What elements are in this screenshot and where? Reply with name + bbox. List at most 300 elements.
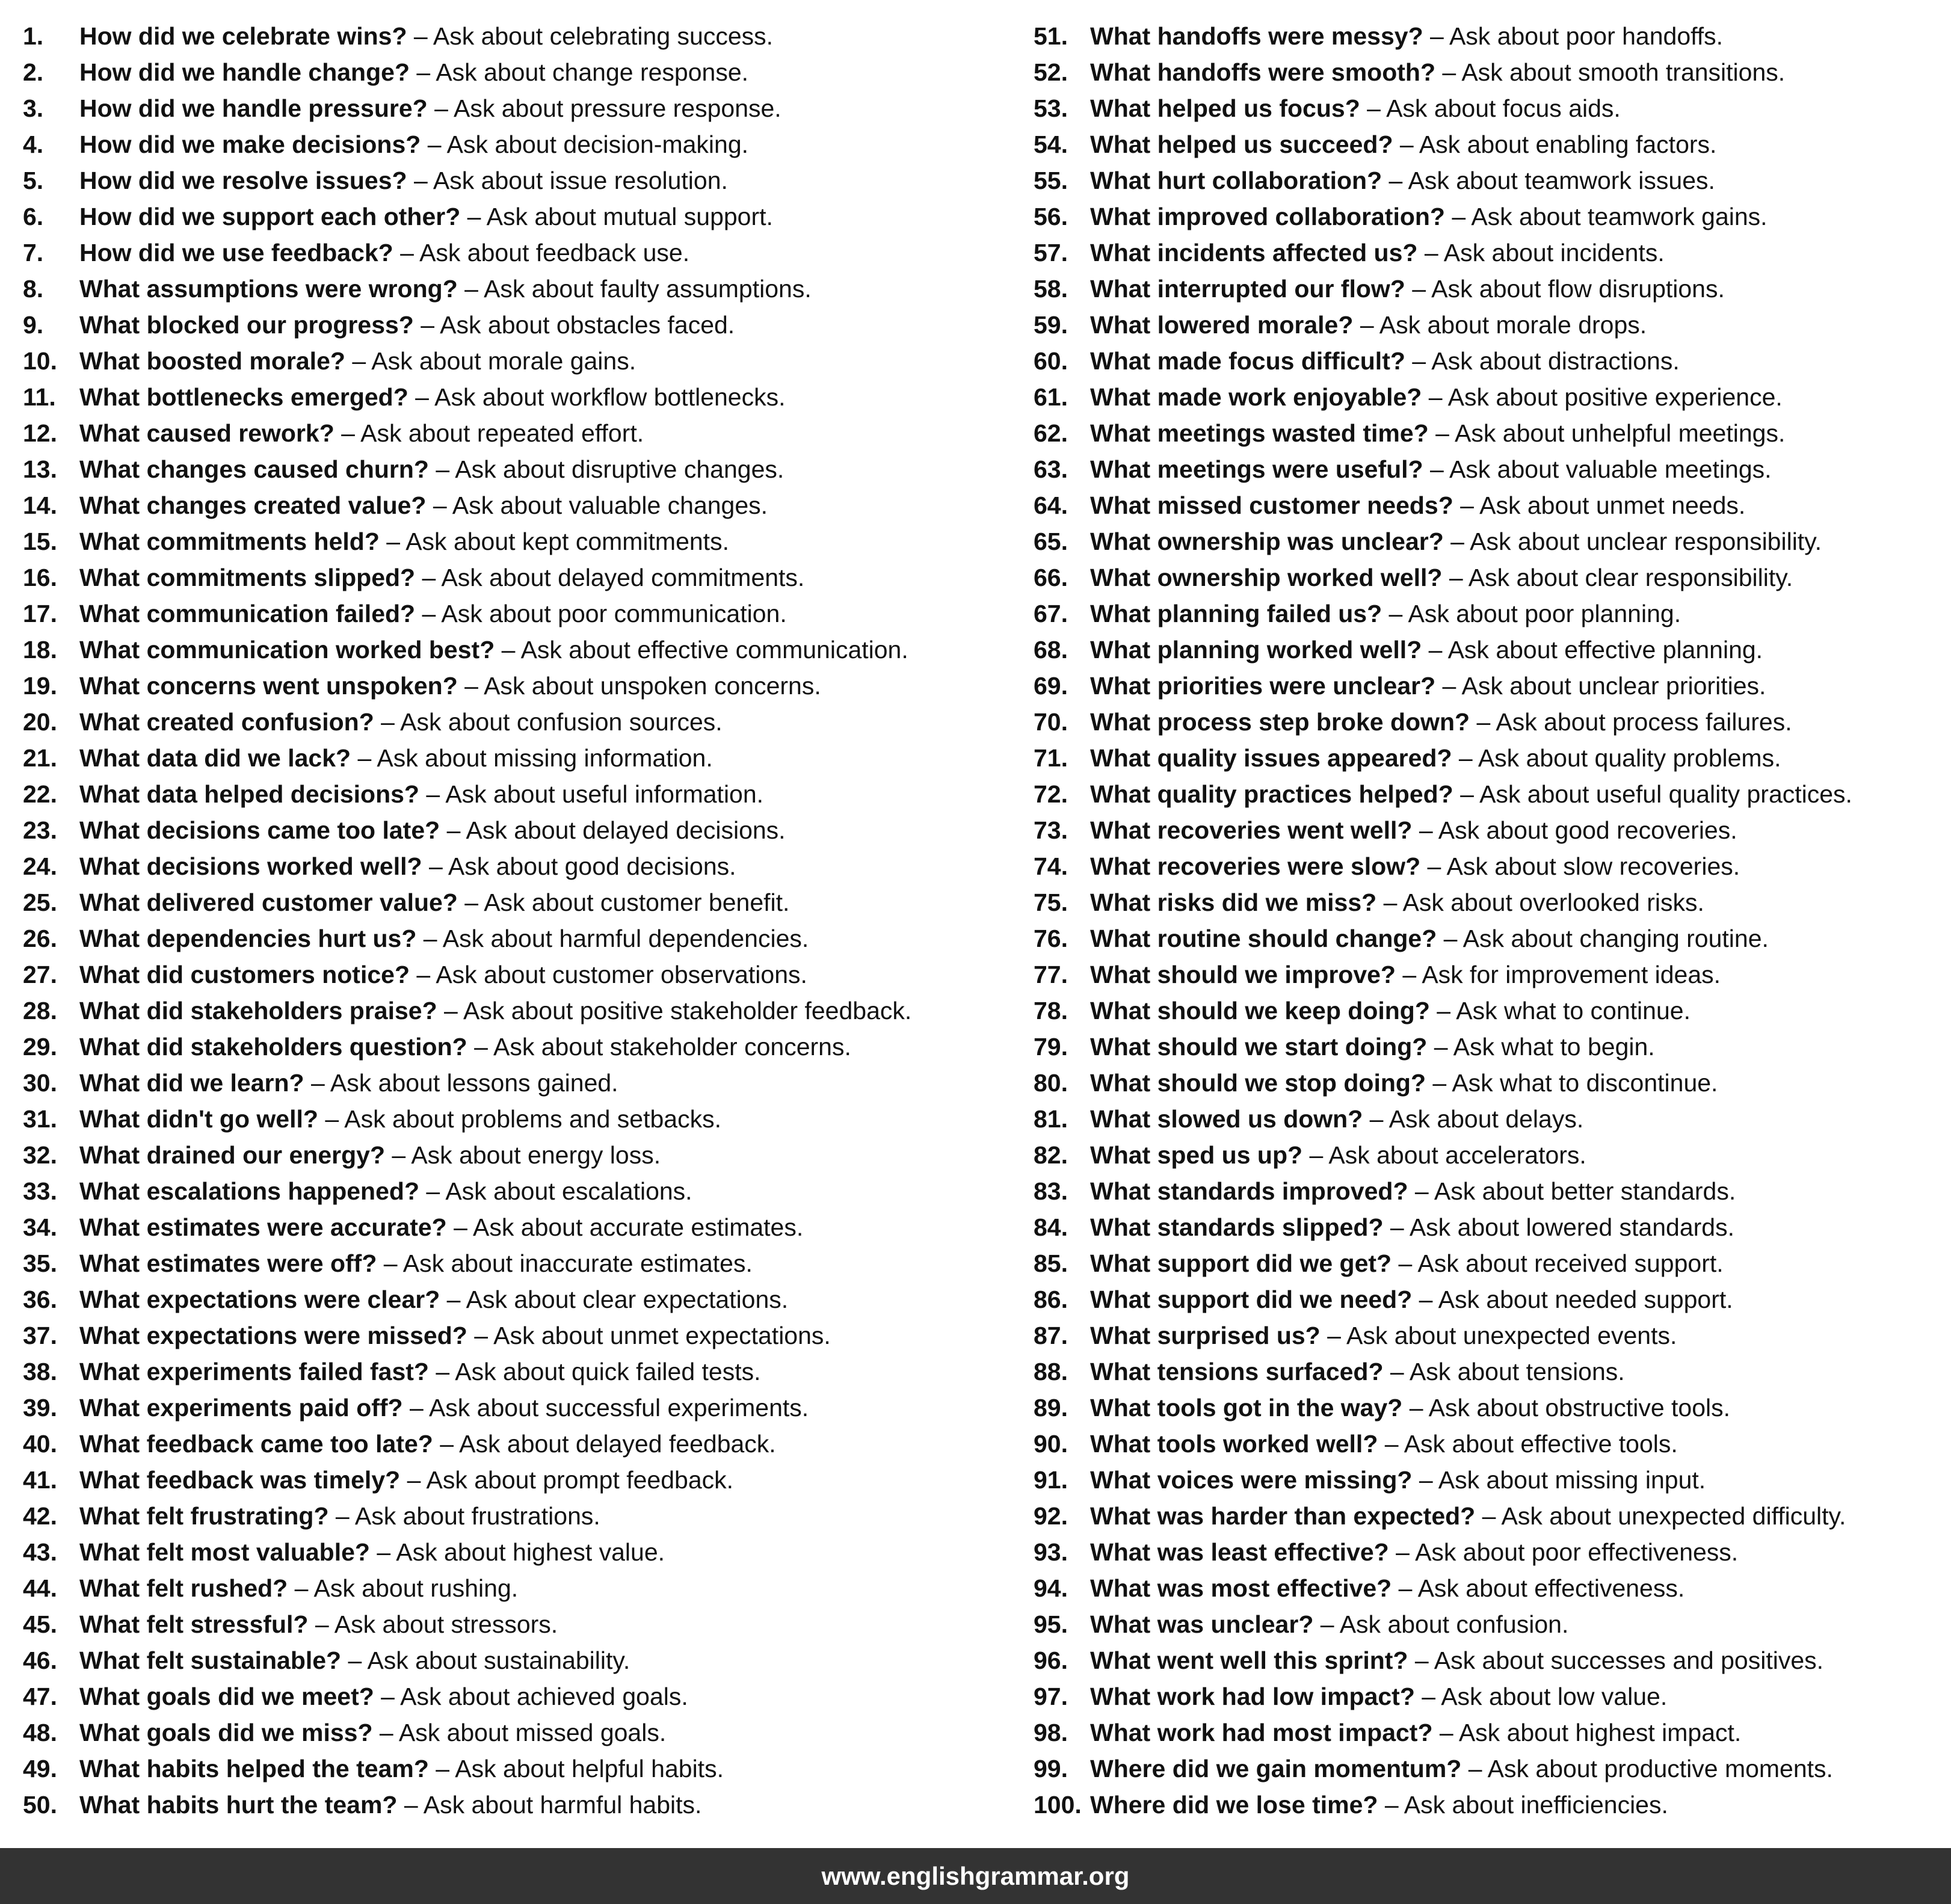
- question-text: What quality issues appeared?: [1090, 744, 1452, 772]
- dash-separator: –: [308, 1610, 334, 1638]
- question-text: Where did we lose time?: [1090, 1791, 1378, 1819]
- question-description: Ask about poor planning.: [1408, 600, 1681, 627]
- question-text: What blocked our progress?: [79, 311, 414, 339]
- question-text: What dependencies hurt us?: [79, 925, 417, 952]
- question-text: What helped us succeed?: [1090, 131, 1393, 158]
- item-number: 24.: [23, 852, 57, 880]
- item-number: 6.: [23, 203, 44, 230]
- question-description: Ask about highest impact.: [1458, 1719, 1742, 1746]
- item-text: [1090, 668, 1766, 704]
- dash-separator: –: [1376, 889, 1403, 916]
- dash-separator: –: [1435, 672, 1462, 700]
- question-description: Ask about changing routine.: [1462, 925, 1769, 952]
- dash-separator: –: [1392, 1249, 1418, 1277]
- item-number: 46.: [23, 1647, 57, 1674]
- question-text: What felt frustrating?: [79, 1502, 329, 1530]
- question-text: What helped us focus?: [1090, 94, 1360, 122]
- item-text: [1090, 1751, 1833, 1787]
- item-text: [1090, 1245, 1724, 1281]
- item-text: [79, 451, 784, 487]
- dash-separator: –: [1437, 925, 1463, 952]
- item-number: 3.: [23, 94, 44, 122]
- question-description: Ask about effective planning.: [1447, 636, 1763, 664]
- question-text: What created confusion?: [79, 708, 374, 736]
- question-text: How did we support each other?: [79, 203, 461, 230]
- question-description: Ask about enabling factors.: [1419, 131, 1717, 158]
- item-number: 82.: [1034, 1141, 1068, 1169]
- item-text: [79, 1065, 618, 1101]
- dash-separator: –: [1427, 1033, 1453, 1061]
- item-text: [1090, 740, 1781, 776]
- item-number: 31.: [23, 1105, 57, 1133]
- item-text: [1090, 199, 1768, 235]
- item-text: [79, 1787, 701, 1823]
- question-text: What commitments slipped?: [79, 564, 416, 591]
- question-description: Ask about unspoken concerns.: [484, 672, 821, 700]
- dash-separator: –: [1360, 94, 1387, 122]
- question-text: What did customers notice?: [79, 961, 410, 988]
- dash-separator: –: [1408, 1177, 1434, 1205]
- item-text: [79, 162, 728, 199]
- question-description: Ask about faulty assumptions.: [484, 275, 812, 303]
- question-description: Ask about accelerators.: [1328, 1141, 1586, 1169]
- item-text: [79, 1029, 851, 1065]
- item-text: [1090, 1678, 1667, 1715]
- question-description: Ask about positive experience.: [1447, 383, 1783, 411]
- question-description: Ask about poor effectiveness.: [1415, 1538, 1739, 1566]
- question-text: What drained our energy?: [79, 1141, 385, 1169]
- question-description: Ask about poor handoffs.: [1449, 22, 1724, 50]
- dash-separator: –: [1453, 491, 1480, 519]
- item-number: 35.: [23, 1249, 57, 1277]
- item-text: [79, 1173, 692, 1209]
- item-text: [79, 1317, 831, 1354]
- item-number: 63.: [1034, 455, 1068, 483]
- question-text: What priorities were unclear?: [1090, 672, 1436, 700]
- item-number: 55.: [1034, 167, 1068, 194]
- item-text: [79, 993, 911, 1029]
- dash-separator: –: [407, 22, 433, 50]
- question-description: Ask about pressure response.: [454, 94, 781, 122]
- item-text: [79, 415, 644, 451]
- item-text: [79, 1354, 761, 1390]
- dash-separator: –: [408, 383, 435, 411]
- item-number: 90.: [1034, 1430, 1068, 1458]
- question-text: What goals did we miss?: [79, 1719, 373, 1746]
- item-number: 18.: [23, 636, 57, 664]
- item-number: 47.: [23, 1683, 57, 1710]
- dash-separator: –: [1414, 1683, 1441, 1710]
- dash-separator: –: [1423, 22, 1449, 50]
- item-number: 23.: [23, 816, 57, 844]
- item-text: [79, 848, 736, 884]
- question-text: What changes caused churn?: [79, 455, 429, 483]
- dash-separator: –: [415, 564, 442, 591]
- question-text: What standards slipped?: [1090, 1213, 1384, 1241]
- question-description: Ask about teamwork issues.: [1408, 167, 1715, 194]
- item-number: 4.: [23, 131, 44, 158]
- question-description: Ask about prompt feedback.: [426, 1466, 734, 1494]
- item-number: 7.: [23, 239, 44, 266]
- item-number: 93.: [1034, 1538, 1068, 1566]
- dash-separator: –: [428, 455, 455, 483]
- item-number: 66.: [1034, 564, 1068, 591]
- item-number: 91.: [1034, 1466, 1068, 1494]
- item-number: 73.: [1034, 816, 1068, 844]
- dash-separator: –: [369, 1538, 396, 1566]
- question-text: What planning failed us?: [1090, 600, 1382, 627]
- item-number: 52.: [1034, 58, 1068, 86]
- item-number: 57.: [1034, 239, 1068, 266]
- question-description: Ask about workflow bottlenecks.: [434, 383, 786, 411]
- question-text: What hurt collaboration?: [1090, 167, 1382, 194]
- question-text: What surprised us?: [1090, 1322, 1321, 1349]
- question-description: Ask about unmet needs.: [1479, 491, 1746, 519]
- item-number: 96.: [1034, 1647, 1068, 1674]
- item-text: [79, 1101, 721, 1137]
- question-text: What tools got in the way?: [1090, 1394, 1403, 1422]
- item-text: [79, 884, 789, 920]
- question-description: Ask about effective communication.: [520, 636, 908, 664]
- item-number: 72.: [1034, 780, 1068, 808]
- item-text: [79, 1715, 666, 1751]
- question-description: Ask about successes and positives.: [1434, 1647, 1824, 1674]
- dash-separator: –: [467, 1033, 493, 1061]
- item-number: 27.: [23, 961, 57, 988]
- item-number: 62.: [1034, 419, 1068, 447]
- question-description: Ask about helpful habits.: [455, 1755, 724, 1782]
- question-description: Ask about issue resolution.: [433, 167, 728, 194]
- item-number: 84.: [1034, 1213, 1068, 1241]
- question-text: How did we make decisions?: [79, 131, 421, 158]
- question-description: Ask about kept commitments.: [405, 528, 729, 555]
- question-text: What communication worked best?: [79, 636, 495, 664]
- question-description: Ask about decision-making.: [446, 131, 749, 158]
- item-text: [1090, 271, 1725, 307]
- question-text: What expectations were missed?: [79, 1322, 467, 1349]
- question-description: Ask what to begin.: [1453, 1033, 1655, 1061]
- question-description: Ask about achieved goals.: [400, 1683, 688, 1710]
- question-text: What was most effective?: [1090, 1574, 1392, 1602]
- dash-separator: –: [1475, 1502, 1502, 1530]
- item-number: 1.: [23, 22, 44, 50]
- item-text: [1090, 415, 1785, 451]
- question-text: How did we use feedback?: [79, 239, 393, 266]
- question-text: What decisions came too late?: [79, 816, 440, 844]
- dash-separator: –: [1412, 816, 1438, 844]
- item-text: [79, 1462, 733, 1498]
- item-text: [79, 704, 723, 740]
- question-text: What felt stressful?: [79, 1610, 309, 1638]
- question-description: Ask about unclear responsibility.: [1470, 528, 1822, 555]
- dash-separator: –: [407, 167, 433, 194]
- item-number: 89.: [1034, 1394, 1068, 1422]
- item-text: [79, 271, 812, 307]
- item-number: 16.: [23, 564, 57, 591]
- dash-separator: –: [1393, 131, 1419, 158]
- question-description: Ask about highest value.: [396, 1538, 665, 1566]
- question-text: What did we learn?: [79, 1069, 304, 1097]
- item-text: [79, 1281, 788, 1317]
- question-description: Ask about smooth transitions.: [1461, 58, 1786, 86]
- dash-separator: –: [397, 1791, 424, 1819]
- dash-separator: –: [341, 1647, 368, 1674]
- item-text: [1090, 1787, 1668, 1823]
- item-number: 74.: [1034, 852, 1068, 880]
- question-text: What concerns went unspoken?: [79, 672, 458, 700]
- question-text: What recoveries went well?: [1090, 816, 1413, 844]
- dash-separator: –: [428, 1358, 455, 1385]
- item-number: 2.: [23, 58, 44, 86]
- item-number: 44.: [23, 1574, 57, 1602]
- question-description: Ask about change response.: [436, 58, 749, 86]
- question-text: What went well this sprint?: [1090, 1647, 1408, 1674]
- question-text: What did stakeholders question?: [79, 1033, 467, 1061]
- question-description: Ask about energy loss.: [411, 1141, 661, 1169]
- question-description: Ask about useful information.: [445, 780, 764, 808]
- dash-separator: –: [1422, 636, 1448, 664]
- item-number: 71.: [1034, 744, 1068, 772]
- question-text: What data helped decisions?: [79, 780, 419, 808]
- dash-separator: –: [1405, 275, 1432, 303]
- item-number: 12.: [23, 419, 57, 447]
- question-text: What felt rushed?: [79, 1574, 288, 1602]
- question-text: How did we resolve issues?: [79, 167, 407, 194]
- dash-separator: –: [1428, 419, 1455, 447]
- question-text: What should we improve?: [1090, 961, 1396, 988]
- dash-separator: –: [457, 672, 484, 700]
- item-text: [1090, 235, 1665, 271]
- dash-separator: –: [457, 889, 484, 916]
- item-text: [1090, 1462, 1706, 1498]
- dash-separator: –: [1429, 997, 1456, 1024]
- item-number: 68.: [1034, 636, 1068, 664]
- question-description: Ask about positive stakeholder feedback.: [463, 997, 912, 1024]
- item-number: 60.: [1034, 347, 1068, 375]
- item-number: 11.: [23, 383, 56, 411]
- item-text: [1090, 307, 1647, 343]
- question-text: What feedback was timely?: [79, 1466, 401, 1494]
- question-text: What lowered morale?: [1090, 311, 1354, 339]
- question-description: Ask about rushing.: [313, 1574, 519, 1602]
- dash-separator: –: [1432, 1719, 1459, 1746]
- question-description: Ask about needed support.: [1438, 1286, 1733, 1313]
- question-description: Ask about effective tools.: [1404, 1430, 1678, 1458]
- item-number: 19.: [23, 672, 57, 700]
- question-description: Ask about successful experiments.: [428, 1394, 809, 1422]
- question-description: Ask about unmet expectations.: [493, 1322, 831, 1349]
- item-number: 69.: [1034, 672, 1068, 700]
- item-text: [1090, 884, 1704, 920]
- question-text: What meetings wasted time?: [1090, 419, 1429, 447]
- dash-separator: –: [426, 491, 452, 519]
- item-number: 61.: [1034, 383, 1068, 411]
- dash-separator: –: [457, 275, 484, 303]
- item-number: 5.: [23, 167, 44, 194]
- question-text: What quality practices helped?: [1090, 780, 1453, 808]
- question-text: What delivered customer value?: [79, 889, 458, 916]
- dash-separator: –: [410, 961, 436, 988]
- dash-separator: –: [1302, 1141, 1329, 1169]
- question-text: What decisions worked well?: [79, 852, 422, 880]
- question-text: What routine should change?: [1090, 925, 1437, 952]
- item-number: 98.: [1034, 1719, 1068, 1746]
- item-number: 83.: [1034, 1177, 1068, 1205]
- item-text: [79, 1570, 518, 1606]
- item-number: 87.: [1034, 1322, 1068, 1349]
- question-description: Ask about stakeholder concerns.: [493, 1033, 851, 1061]
- question-text: How did we celebrate wins?: [79, 22, 407, 50]
- item-number: 13.: [23, 455, 57, 483]
- item-text: [79, 1498, 600, 1534]
- item-number: 81.: [1034, 1105, 1068, 1133]
- dash-separator: –: [334, 419, 361, 447]
- dash-separator: –: [1395, 961, 1422, 988]
- item-text: [1090, 1065, 1718, 1101]
- item-number: 50.: [23, 1791, 57, 1819]
- item-number: 67.: [1034, 600, 1068, 627]
- dash-separator: –: [345, 347, 372, 375]
- item-number: 37.: [23, 1322, 57, 1349]
- question-description: Ask about inefficiencies.: [1404, 1791, 1668, 1819]
- item-text: [79, 559, 804, 596]
- item-number: 49.: [23, 1755, 57, 1782]
- item-number: 48.: [23, 1719, 57, 1746]
- item-number: 54.: [1034, 131, 1068, 158]
- item-text: [79, 1534, 665, 1570]
- dash-separator: –: [1444, 203, 1472, 230]
- question-description: Ask about lowered standards.: [1409, 1213, 1734, 1241]
- question-text: How did we handle pressure?: [79, 94, 428, 122]
- item-number: 58.: [1034, 275, 1068, 303]
- dash-separator: –: [379, 528, 406, 555]
- question-columns: [0, 18, 1951, 1823]
- dash-separator: –: [1420, 852, 1447, 880]
- item-text: [79, 920, 809, 957]
- item-number: 75.: [1034, 889, 1068, 916]
- item-number: 97.: [1034, 1683, 1068, 1710]
- item-text: [79, 812, 786, 848]
- dash-separator: –: [1442, 564, 1469, 591]
- footer-bar: [0, 1848, 1951, 1904]
- question-text: What should we stop doing?: [1090, 1069, 1426, 1097]
- question-text: What interrupted our flow?: [1090, 275, 1405, 303]
- question-text: What was harder than expected?: [1090, 1502, 1476, 1530]
- item-number: 59.: [1034, 311, 1068, 339]
- item-text: [1090, 162, 1715, 199]
- item-text: [1090, 632, 1763, 668]
- question-description: Ask about inaccurate estimates.: [402, 1249, 753, 1277]
- dash-separator: –: [304, 1069, 330, 1097]
- dash-separator: –: [427, 94, 454, 122]
- dash-separator: –: [1470, 708, 1496, 736]
- question-text: What sped us up?: [1090, 1141, 1303, 1169]
- dash-separator: –: [1435, 58, 1462, 86]
- question-description: Ask about delayed commitments.: [441, 564, 805, 591]
- item-number: 33.: [23, 1177, 57, 1205]
- question-description: Ask about feedback use.: [419, 239, 690, 266]
- item-text: [79, 126, 748, 162]
- question-description: Ask about slow recoveries.: [1446, 852, 1740, 880]
- item-number: 26.: [23, 925, 57, 952]
- item-number: 41.: [23, 1466, 57, 1494]
- question-text: What communication failed?: [79, 600, 416, 627]
- item-text: [79, 1390, 809, 1426]
- dash-separator: –: [400, 1466, 427, 1494]
- question-description: Ask about effectiveness.: [1417, 1574, 1685, 1602]
- question-text: What tools worked well?: [1090, 1430, 1378, 1458]
- item-text: [1090, 379, 1783, 415]
- question-text: What incidents affected us?: [1090, 239, 1418, 266]
- question-description: Ask about confusion sources.: [400, 708, 723, 736]
- question-text: What was least effective?: [1090, 1538, 1389, 1566]
- item-text: [1090, 1498, 1846, 1534]
- item-number: 8.: [23, 275, 44, 303]
- question-description: Ask about mutual support.: [486, 203, 773, 230]
- question-description: Ask about problems and setbacks.: [344, 1105, 721, 1133]
- question-description: Ask about morale gains.: [371, 347, 636, 375]
- dash-separator: –: [416, 925, 443, 952]
- item-number: 80.: [1034, 1069, 1068, 1097]
- item-number: 36.: [23, 1286, 57, 1313]
- item-text: [1090, 704, 1792, 740]
- question-text: What felt sustainable?: [79, 1647, 342, 1674]
- item-number: 32.: [23, 1141, 57, 1169]
- item-text: [1090, 451, 1772, 487]
- question-description: Ask about missing input.: [1438, 1466, 1706, 1494]
- dash-separator: –: [440, 816, 466, 844]
- question-text: What caused rework?: [79, 419, 334, 447]
- dash-separator: –: [1417, 239, 1444, 266]
- item-number: 100.: [1034, 1791, 1082, 1819]
- dash-separator: –: [1378, 1430, 1404, 1458]
- item-text: [79, 487, 768, 523]
- question-text: What risks did we miss?: [1090, 889, 1377, 916]
- item-text: [79, 1137, 661, 1173]
- question-text: What habits hurt the team?: [79, 1791, 398, 1819]
- item-text: [1090, 126, 1716, 162]
- question-text: What assumptions were wrong?: [79, 275, 458, 303]
- dash-separator: –: [433, 1430, 460, 1458]
- question-description: Ask about disruptive changes.: [455, 455, 784, 483]
- item-number: 40.: [23, 1430, 57, 1458]
- question-description: Ask about harmful dependencies.: [442, 925, 809, 952]
- question-description: Ask about productive moments.: [1487, 1755, 1833, 1782]
- question-description: Ask about flow disruptions.: [1431, 275, 1725, 303]
- question-description: Ask about clear responsibility.: [1468, 564, 1793, 591]
- dash-separator: –: [328, 1502, 355, 1530]
- dash-separator: –: [385, 1141, 411, 1169]
- dash-separator: –: [1422, 383, 1448, 411]
- question-text: What experiments paid off?: [79, 1394, 403, 1422]
- dash-separator: –: [421, 131, 447, 158]
- question-text: What slowed us down?: [1090, 1105, 1363, 1133]
- item-text: [1090, 920, 1769, 957]
- question-description: Ask about useful quality practices.: [1479, 780, 1852, 808]
- dash-separator: –: [372, 1719, 399, 1746]
- item-number: 70.: [1034, 708, 1068, 736]
- question-description: Ask about clear expectations.: [466, 1286, 789, 1313]
- dash-separator: –: [1392, 1574, 1418, 1602]
- dash-separator: –: [1423, 455, 1449, 483]
- item-text: [1090, 1173, 1736, 1209]
- question-text: What changes created value?: [79, 491, 427, 519]
- item-text: [79, 379, 786, 415]
- question-description: Ask about better standards.: [1434, 1177, 1736, 1205]
- item-number: 10.: [23, 347, 57, 375]
- item-text: [1090, 523, 1822, 559]
- item-number: 25.: [23, 889, 57, 916]
